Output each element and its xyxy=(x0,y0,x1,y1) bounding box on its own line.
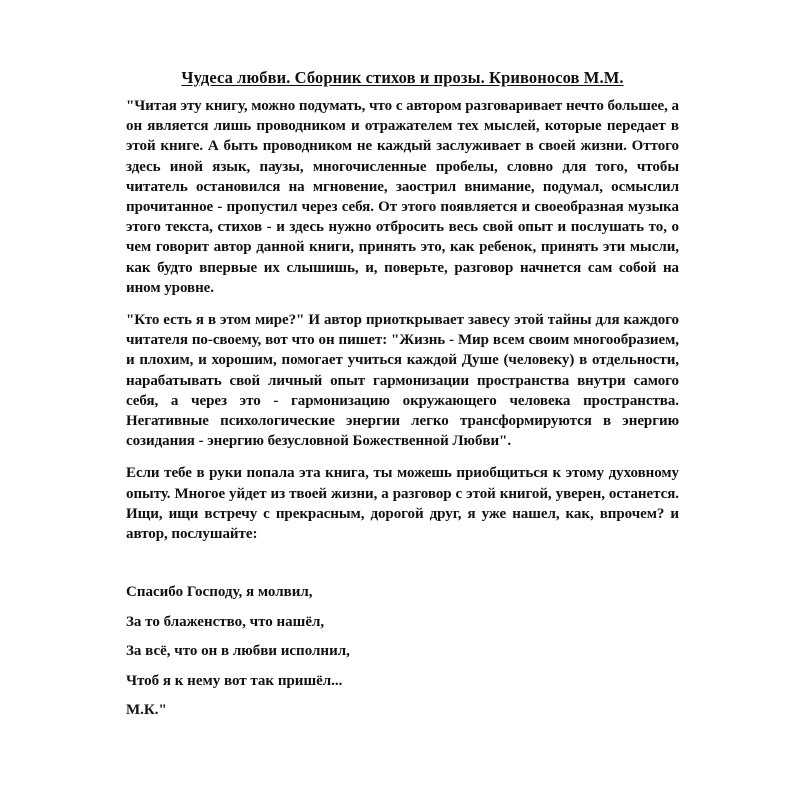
poem-signature: М.К." xyxy=(126,702,167,719)
poem-line-1: Спасибо Господу, я молвил, xyxy=(126,584,313,601)
poem xyxy=(126,582,679,720)
poem-line-2: За то блаженство, что нашёл, xyxy=(126,613,325,630)
document-title: Чудеса любви. Сборник стихов и прозы. Кривоносов М.М. xyxy=(181,68,624,87)
paragraph-2: "Кто есть я в этом мире?" И автор приоткрывает завесу этой тайны для каждого читателя по-своему, вот что он пишет: "Жизнь - Мир всем своим многообразием, и плохим, и хорошим, помогает учиться каждой Душе (человеку) в отдельности, нарабатывать свой личный опыт гармонизации пространства внутри самого себя, а через это - гармонизацию окружающего человека пространства. Негативные психологические энергии легко трансформируются в энергию созидания - энергию безусловной Божественной Любви". xyxy=(126,312,679,450)
paragraph-1: "Читая эту книгу, можно подумать, что с автором разговаривает нечто большее, а он является лишь проводником и отражателем тех мыслей, которые передает в этой книге. А быть проводником не каждый заслуживает в своей жизни. Оттого здесь иной язык, паузы, многочисленные пробелы, словно для того, чтобы читатель остановился на мгновение, заострил внимание, подумал, осмыслил прочитанное - пропустил через себя. От этого появляется и своеобразная музыка этого текста, стихов - и здесь нужно отбросить весь свой опыт и послушать то, о чем говорит автор данной книги, принять это, как ребенок, принять эти мысли, как будто впервые их слышишь, и, поверьте, разговор начнется сам собой на ином уровне. xyxy=(126,98,679,296)
document-page xyxy=(126,68,679,730)
poem-line-3: За всё, что он в любви исполнил, xyxy=(126,643,350,660)
poem-line-4: Чтоб я к нему вот так пришёл... xyxy=(126,672,343,689)
paragraph-3: Если тебе в руки попала эта книга, ты можешь приобщиться к этому духовному опыту. Многое уйдет из твоей жизни, а разговор с этой книгой, уверен, останется. Ищи, ищи встречу с прекрасным, дорогой друг, я уже нашел, как, впрочем? и автор, послушайте: xyxy=(126,465,679,543)
